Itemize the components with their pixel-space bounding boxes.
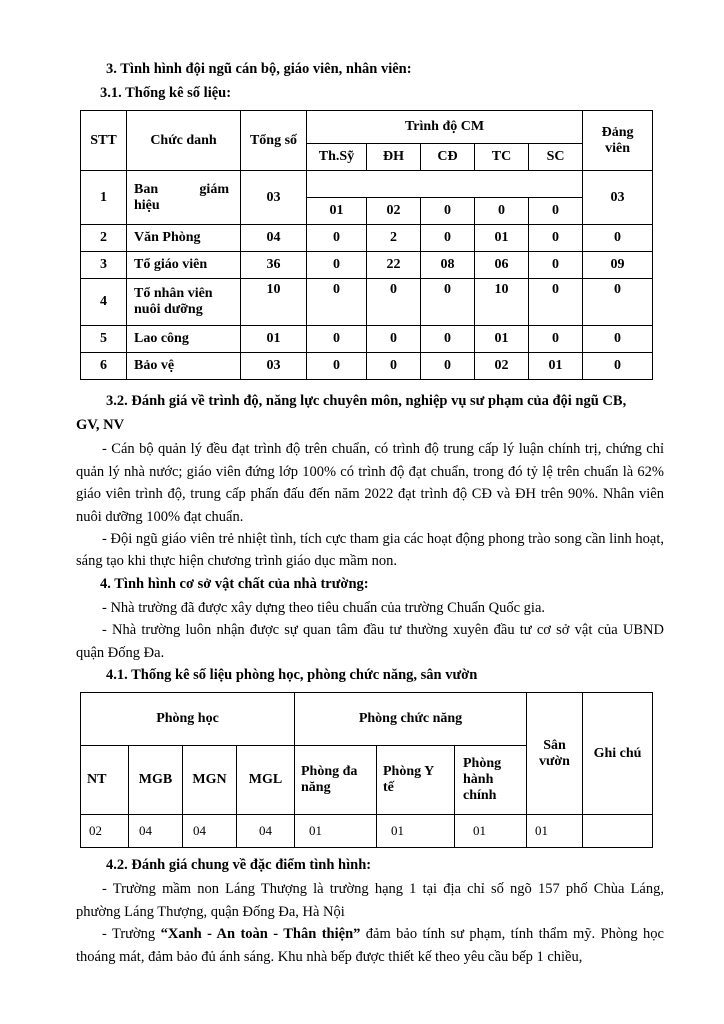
cell-cm-sc: 0 — [529, 225, 583, 252]
cell-cm-tc: 01 — [475, 326, 529, 353]
header-phong-chuc-nang: Phòng chức năng — [295, 693, 527, 746]
cell-dang-vien: 03 — [583, 171, 653, 225]
value-phong-da-nang: 01 — [295, 815, 377, 848]
cell-cm-thsy: 01 — [307, 198, 367, 225]
cell-chuc-danh-line1: Tổ nhân viên — [134, 286, 213, 302]
rooms-statistics-table — [80, 692, 653, 848]
cell-chuc-danh-line1: Ban giám — [134, 181, 229, 197]
value-ghi-chu — [583, 815, 653, 848]
paragraph-1: - Cán bộ quản lý đều đạt trình độ trên chuẩn, có trình độ trung cấp lý luận chính trị, chứng chỉ quản lý nhà nước; giáo viên đứng lớp 100% có trình độ đạt chuẩn, trong đó tỷ lệ trên chuẩn là 62% giáo viên trình độ, trung cấp phấn đấu đến năm 2022 đạt trình độ CĐ và ĐH trên 90%. Nhân viên nuôi dưỡng 100% đạt chuẩn. — [76, 441, 664, 525]
cell-tong-so: 03 — [241, 171, 307, 225]
cell-chuc-danh: Văn Phòng — [127, 225, 241, 252]
cell-cm-sc: 0 — [529, 198, 583, 225]
table-row-header — [81, 111, 653, 144]
value-phong-hanh-chinh: 01 — [455, 815, 527, 848]
cell-dang-vien: 0 — [583, 326, 653, 353]
subheader-mgl: MGL — [237, 746, 295, 815]
cell-stt: 4 — [81, 279, 127, 326]
paragraph-2: - Đội ngũ giáo viên trẻ nhiệt tình, tích cực tham gia các hoạt động phong trào song cần linh hoạt, sáng tạo khi thực hiện chương trình giáo dục mầm non. — [76, 531, 664, 570]
subheader-dh: ĐH — [367, 144, 421, 171]
value-mgn: 04 — [183, 815, 237, 848]
cell-tong-so: 36 — [241, 252, 307, 279]
table-row — [81, 326, 653, 353]
subheader-phong-hanh-chinh-line1: Phòng — [463, 756, 502, 772]
section-4-2-heading: 4.2. Đánh giá chung về đặc điểm tình hình: — [106, 857, 372, 874]
table-row — [81, 225, 653, 252]
header-phong-hoc: Phòng học — [81, 693, 295, 746]
cell-cm-dh: 2 — [367, 225, 421, 252]
cell-chuc-danh: Tổ giáo viên — [127, 252, 241, 279]
cell-cm-thsy: 0 — [307, 279, 367, 326]
value-mgb: 04 — [129, 815, 183, 848]
header-chuc-danh: Chức danh — [127, 111, 241, 171]
subheader-sc: SC — [529, 144, 583, 171]
header-trinh-do-cm: Trình độ CM — [307, 111, 583, 144]
cell-chuc-danh: Lao công — [127, 326, 241, 353]
value-nt: 02 — [81, 815, 129, 848]
cell-cm-thsy: 0 — [307, 252, 367, 279]
paragraph-3: - Nhà trường đã được xây dựng theo tiêu chuẩn của trường Chuẩn Quốc gia. — [102, 599, 546, 616]
cell-tong-so: 01 — [241, 326, 307, 353]
subheader-nt: NT — [81, 746, 129, 815]
header-dang-vien — [583, 111, 653, 171]
cell-dang-vien: 0 — [583, 353, 653, 380]
section-4-1-heading: 4.1. Thống kê số liệu phòng học, phòng chức năng, sân vườn — [106, 667, 478, 684]
cell-stt: 3 — [81, 252, 127, 279]
cell-cm-cd: 08 — [421, 252, 475, 279]
table-row — [81, 171, 653, 198]
header-stt: STT — [81, 111, 127, 171]
cell-chuc-danh — [127, 279, 241, 326]
cell-cm-thsy: 0 — [307, 326, 367, 353]
subheader-thsy: Th.Sỹ — [307, 144, 367, 171]
cell-cm-tc: 02 — [475, 353, 529, 380]
cell-chuc-danh — [127, 171, 241, 225]
cell-stt: 5 — [81, 326, 127, 353]
subheader-phong-y-te-line1: Phòng Y — [383, 764, 435, 780]
section-3-2-heading-line2: GV, NV — [76, 417, 125, 434]
cell-cm-tc: 06 — [475, 252, 529, 279]
value-san-vuon: 01 — [527, 815, 583, 848]
staff-statistics-table — [80, 110, 653, 380]
table-row — [81, 252, 653, 279]
cell-cm-sc: 0 — [529, 326, 583, 353]
cell-stt: 1 — [81, 171, 127, 225]
cell-cm-thsy: 0 — [307, 353, 367, 380]
subheader-phong-y-te-line2: tế — [383, 780, 394, 796]
header-san-vuon-line1: Sân — [543, 737, 566, 753]
subheader-mgn: MGN — [183, 746, 237, 815]
section-4-heading: 4. Tình hình cơ sở vật chất của nhà trường: — [100, 575, 369, 592]
cell-cm-tc: 01 — [475, 225, 529, 252]
cell-chuc-danh-line2: hiệu — [134, 197, 160, 213]
subheader-phong-y-te — [377, 746, 455, 815]
cell-cm-cd: 0 — [421, 279, 475, 326]
table-row — [81, 279, 653, 326]
cell-cm-sc: 0 — [529, 279, 583, 326]
header-dang-vien-line2: viên — [605, 140, 630, 156]
cell-cm-cd: 0 — [421, 198, 475, 225]
paragraph-5: - Trường mầm non Láng Thượng là trường hạng 1 tại địa chỉ số ngõ 157 phố Chùa Láng, phường Láng Thượng, quận Đống Đa, Hà Nội — [76, 881, 664, 920]
subheader-phong-hanh-chinh — [455, 746, 527, 815]
subheader-cd: CĐ — [421, 144, 475, 171]
cell-cm-tc: 0 — [475, 198, 529, 225]
cell-tong-so: 03 — [241, 353, 307, 380]
cell-cm-dh: 0 — [367, 279, 421, 326]
section-3-heading: 3. Tình hình đội ngũ cán bộ, giáo viên, nhân viên: — [106, 61, 412, 77]
cell-cm-dh: 22 — [367, 252, 421, 279]
cell-chuc-danh-line2: nuôi dưỡng — [134, 302, 203, 318]
cell-cm-cd: 0 — [421, 225, 475, 252]
paragraph-6-bold: “Xanh - An toàn - Thân thiện” — [160, 926, 361, 943]
paragraph-4: - Nhà trường luôn nhận được sự quan tâm đầu tư thường xuyên đầu tư cơ sở vật của UBND quận Đống Đa. — [76, 622, 664, 661]
subheader-phong-da-nang-line2: năng — [301, 780, 331, 796]
subheader-tc: TC — [475, 144, 529, 171]
cell-cm-sc: 0 — [529, 252, 583, 279]
subheader-mgb: MGB — [129, 746, 183, 815]
table-row — [81, 353, 653, 380]
cell-tong-so: 10 — [241, 279, 307, 326]
table-row-values — [81, 815, 653, 848]
cell-cm-sc: 01 — [529, 353, 583, 380]
cell-cm-dh: 0 — [367, 326, 421, 353]
cell-cm-dh: 0 — [367, 353, 421, 380]
cell-cm-cd: 0 — [421, 326, 475, 353]
header-dang-vien-line1: Đảng — [601, 124, 634, 140]
value-phong-y-te: 01 — [377, 815, 455, 848]
cell-dang-vien: 0 — [583, 225, 653, 252]
paragraph-6-pre: - Trường — [102, 926, 161, 943]
cell-stt: 2 — [81, 225, 127, 252]
section-3-1-heading: 3.1. Thống kê số liệu: — [100, 85, 232, 102]
paragraph-6-post: đảm bảo tính sư phạm, tính thẩm mỹ. Phòng học thoáng mát, đảm bảo đủ ánh sáng. Khu nhà bếp được thiết kế theo yêu cầu bếp 1 chiều, — [76, 926, 664, 965]
cell-dang-vien: 09 — [583, 252, 653, 279]
value-mgl: 04 — [237, 815, 295, 848]
header-ghi-chu: Ghi chú — [583, 693, 653, 815]
header-san-vuon-line2: vườn — [539, 753, 570, 769]
table-row-group-header — [81, 693, 653, 746]
cell-stt: 6 — [81, 353, 127, 380]
cell-cm-thsy: 0 — [307, 225, 367, 252]
header-tong-so: Tổng số — [241, 111, 307, 171]
subheader-phong-da-nang-line1: Phòng đa — [301, 764, 358, 780]
subheader-phong-da-nang — [295, 746, 377, 815]
cell-cm-tc: 10 — [475, 279, 529, 326]
subheader-phong-hanh-chinh-line2: hành — [463, 772, 494, 788]
cell-tong-so: 04 — [241, 225, 307, 252]
subheader-phong-hanh-chinh-line3: chính — [463, 788, 497, 804]
cell-chuc-danh: Bảo vệ — [127, 353, 241, 380]
cell-cm-dh: 02 — [367, 198, 421, 225]
cell-cm-cd: 0 — [421, 353, 475, 380]
section-3-2-heading-line1: 3.2. Đánh giá về trình độ, năng lực chuyên môn, nghiệp vụ sư phạm của đội ngũ CB, — [106, 393, 627, 410]
header-san-vuon — [527, 693, 583, 815]
cell-dang-vien: 0 — [583, 279, 653, 326]
paragraph-6 — [76, 923, 664, 968]
